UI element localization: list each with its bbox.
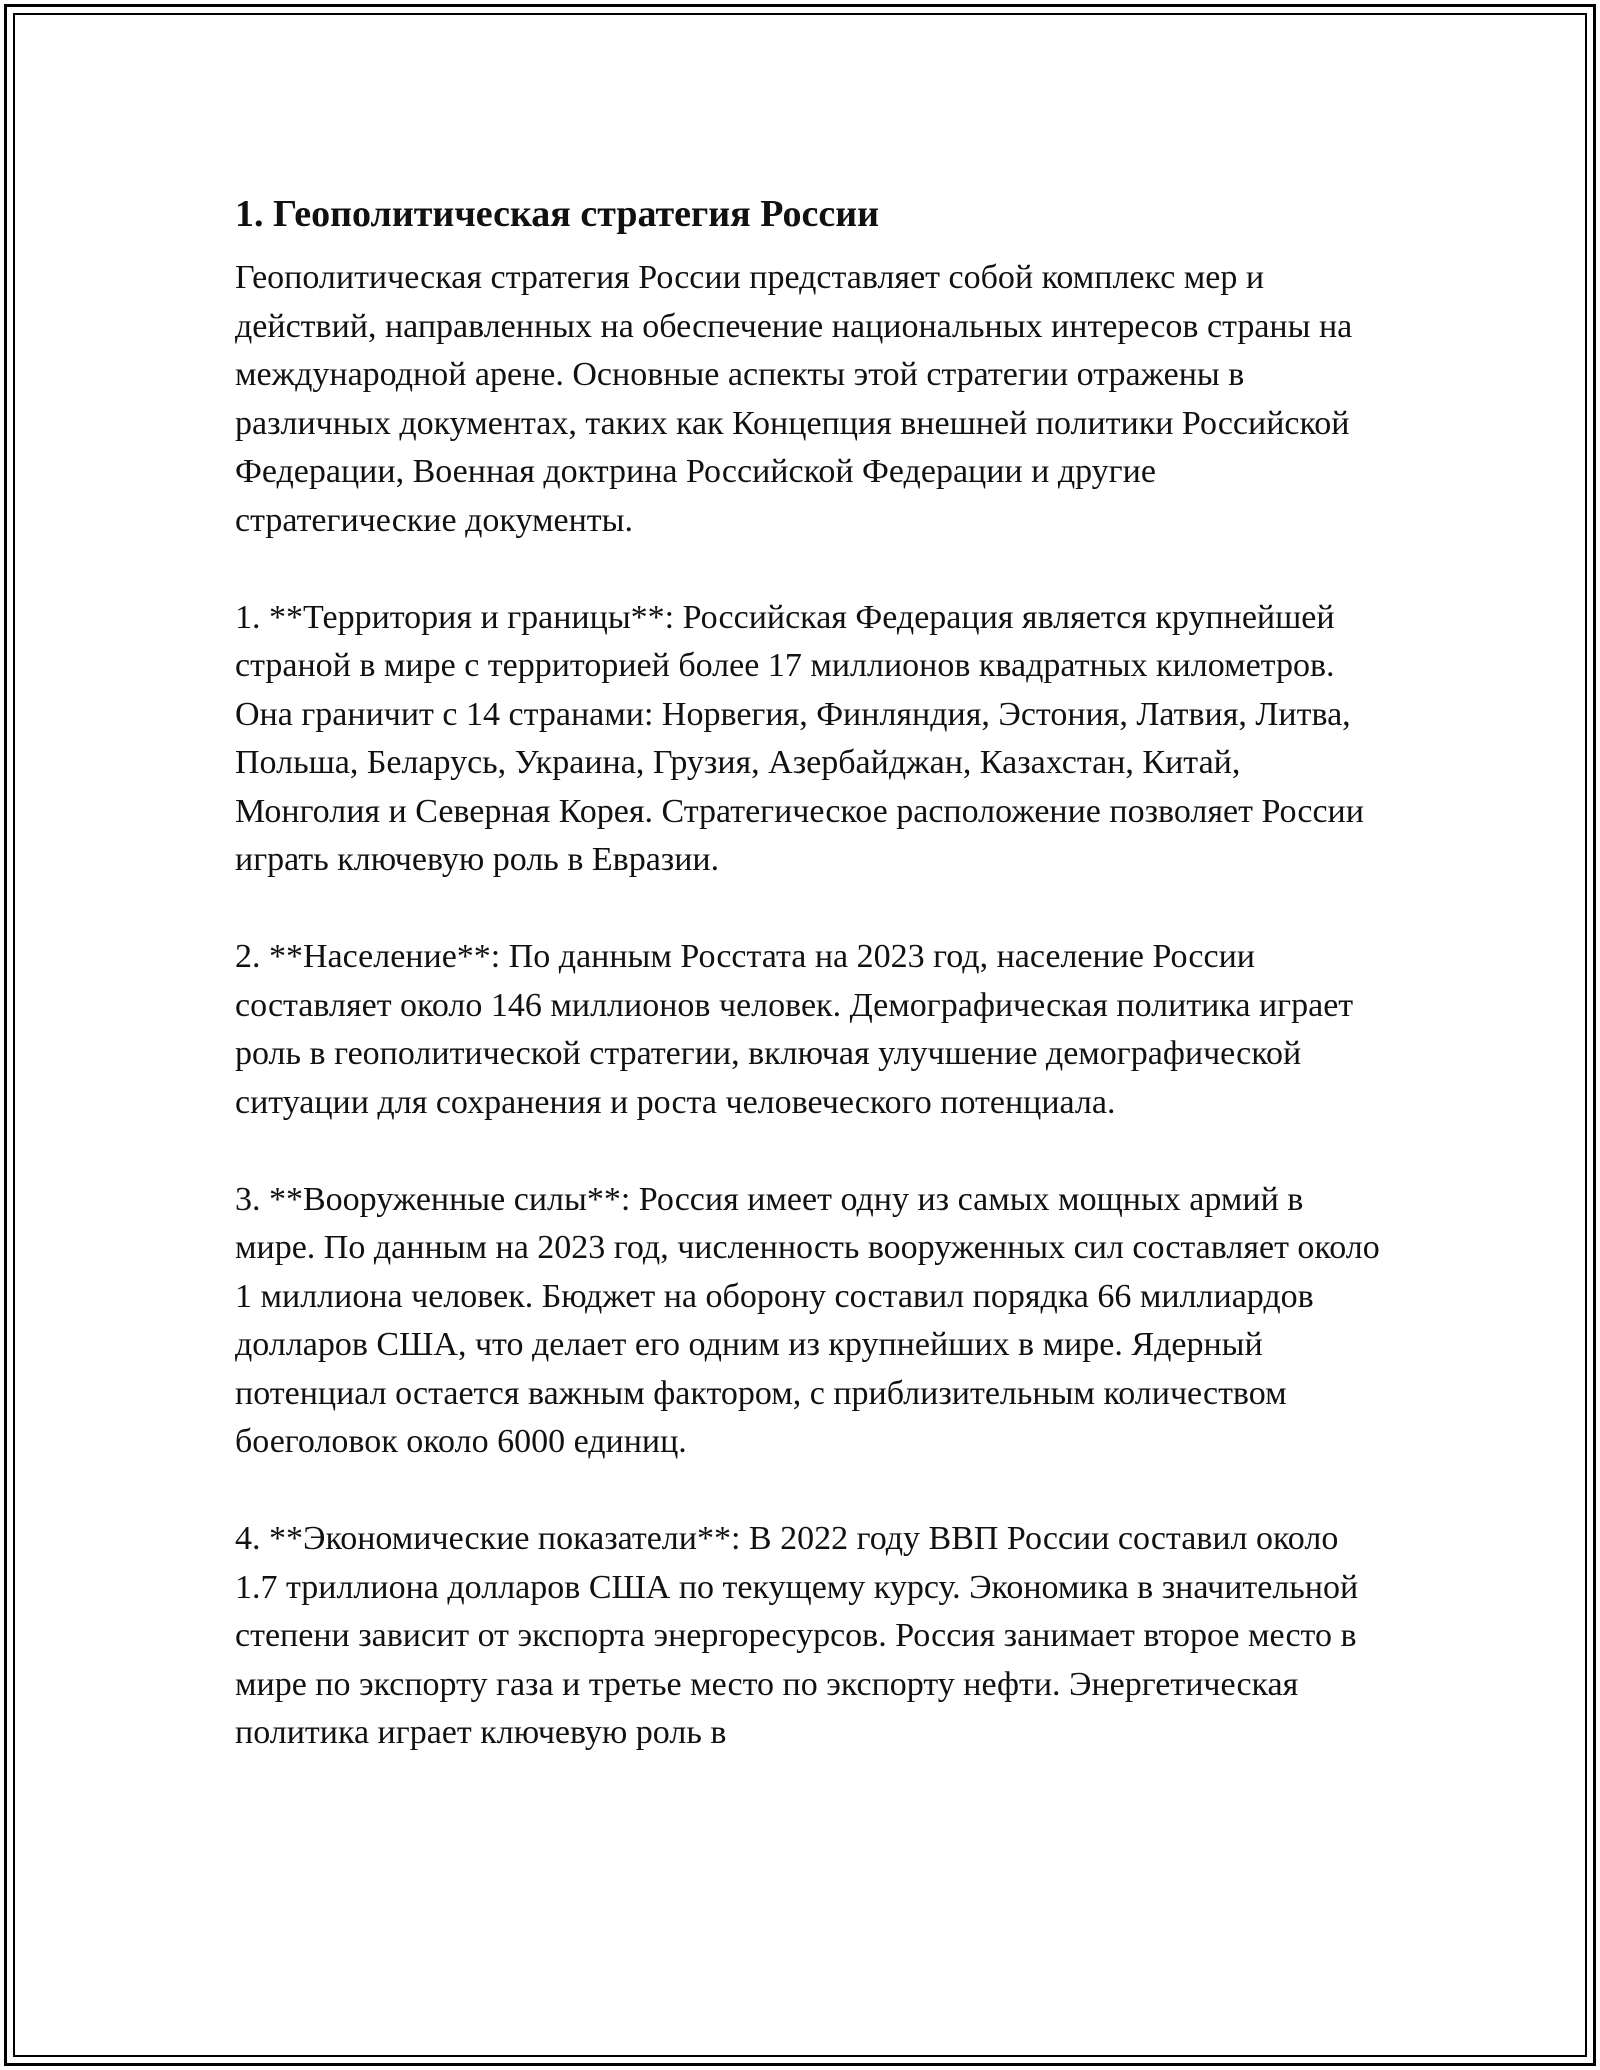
intro-paragraph: Геополитическая стратегия России представляет собой комплекс мер и действий, направленных на обеспечение национальных интересов страны на международной арене. Основные аспекты этой стратегии отражены в различных документах, таких как Концепция внешней политики Российской Федерации, Военная доктрина Российской Федерации и другие стратегические документы.	[235, 259, 1353, 539]
paragraph-territory: 1. **Территория и границы**: Российская Федерация является крупнейшей страной в мире с территорией более 17 миллионов квадратных километров. Она граничит с 14 странами: Норвегия, Финляндия, Эстония, Латвия, Литва, Польша, Беларусь, Украина, Грузия, Азербайджан, Казахстан, Китай, Монголия и Северная Корея. Стратегическое расположение позволяет России играть ключевую роль в Евразии.	[235, 598, 1364, 878]
document-body	[235, 178, 1385, 1806]
paragraph-economy: 4. **Экономические показатели**: В 2022 году ВВП России составил около 1.7 триллиона долларов США по текущему курсу. Экономика в значительной степени зависит от экспорта энергоресурсов. Россия занимает второе место в мире по экспорту газа и третье место по экспорту нефти. Энергетическая политика играет ключевую роль в	[235, 1520, 1359, 1751]
section-heading: 1. Геополитическая стратегия России	[235, 193, 879, 235]
paragraph-population: 2. **Население**: По данным Росстата на 2023 год, население России составляет около 146 миллионов человек. Демографическая политика играет роль в геополитической стратегии, включая улучшение демографической ситуации для сохранения и роста человеческого потенциала.	[235, 938, 1354, 1121]
paragraph-armed-forces: 3. **Вооруженные силы**: Россия имеет одну из самых мощных армий в мире. По данным на 2023 год, численность вооруженных сил составляет около 1 миллиона человек. Бюджет на оборону составил порядка 66 миллиардов долларов США, что делает его одним из крупнейших в мире. Ядерный потенциал остается важным фактором, с приблизительным количеством боеголовок около 6000 единиц.	[235, 1180, 1380, 1460]
